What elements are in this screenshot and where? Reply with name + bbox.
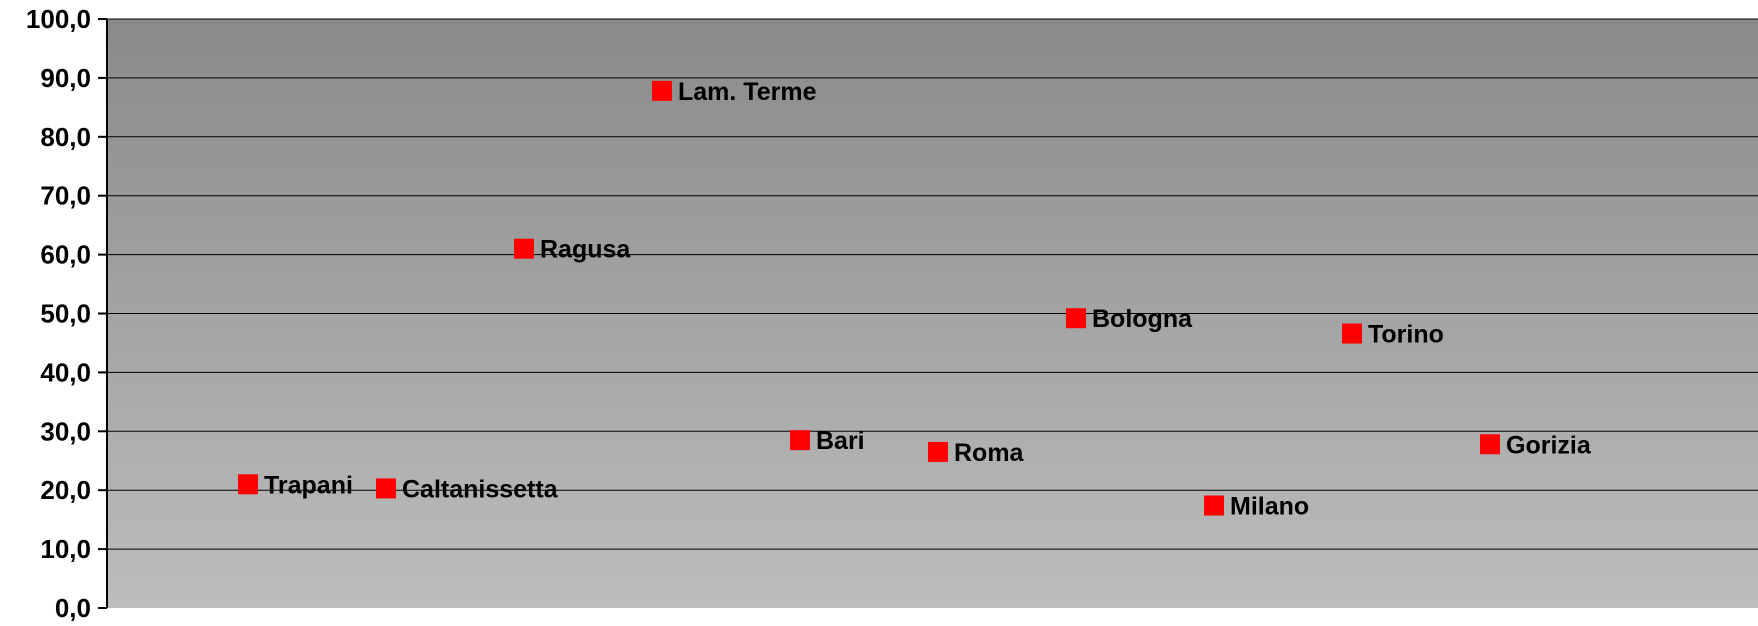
data-point-label: Caltanissetta	[402, 475, 558, 504]
y-tick-label: 100,0	[25, 4, 91, 34]
data-point-marker	[1342, 324, 1362, 344]
data-point-marker	[1066, 308, 1086, 328]
data-point-label: Roma	[954, 438, 1024, 467]
data-point-marker	[652, 81, 672, 101]
y-axis	[26, 4, 107, 623]
data-point-label: Bari	[816, 427, 865, 456]
data-point-label: Trapani	[264, 471, 353, 500]
y-tick-label: 0,0	[54, 593, 91, 623]
data-point-marker	[790, 430, 810, 450]
y-tick-label: 90,0	[40, 62, 91, 93]
data-point-marker	[1480, 434, 1500, 454]
y-tick-label: 30,0	[40, 416, 91, 447]
data-point-label: Ragusa	[540, 235, 631, 264]
y-tick-label: 50,0	[40, 298, 91, 329]
y-tick-label: 10,0	[40, 534, 91, 565]
y-tick-label: 60,0	[40, 239, 91, 270]
data-point-label: Bologna	[1092, 305, 1192, 334]
y-tick-label: 80,0	[40, 121, 91, 152]
data-point-label: Lam. Terme	[678, 77, 817, 106]
y-tick-label: 20,0	[40, 475, 91, 506]
y-tick-label: 40,0	[40, 357, 91, 388]
data-point-marker	[514, 239, 534, 259]
data-point-label: Torino	[1368, 320, 1444, 349]
y-tick-label: 70,0	[40, 180, 91, 211]
data-point-marker	[238, 474, 258, 494]
data-point-marker	[1204, 496, 1224, 516]
data-point-label: Milano	[1230, 492, 1310, 521]
data-point-label: Gorizia	[1506, 431, 1591, 460]
data-point-marker	[928, 442, 948, 462]
data-point-marker	[376, 478, 396, 498]
